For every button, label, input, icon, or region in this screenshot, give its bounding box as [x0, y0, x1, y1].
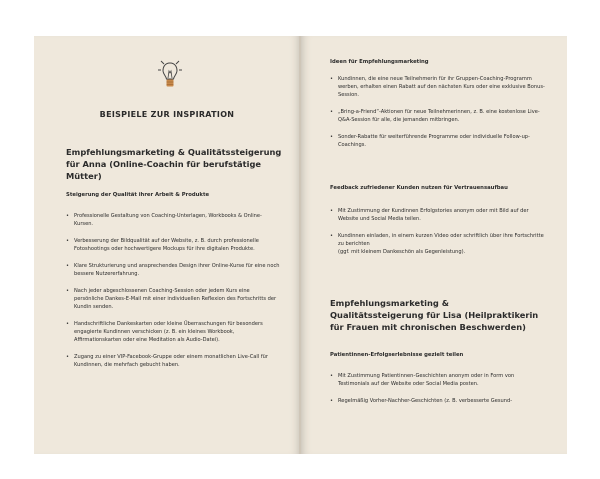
patient-list — [330, 372, 545, 414]
list-item: • Nach jeder abgeschlossenen Coaching-Session oder jedem Kurs eine persönliche Dankes-E-Mail mit einer individuellen Reflexion des Fortschritts der Kundin senden. — [66, 287, 280, 311]
list-item-hint: (ggf. mit kleinem Dankeschön als Gegenleistung). — [338, 249, 466, 255]
inspiration-heading: BEISPIELE ZUR INSPIRATION — [99, 110, 235, 119]
list-item: • Regelmäßig Vorher-Nachher-Geschichten (z. B. verbesserte Gesund- — [330, 397, 545, 405]
list-item: • Kundinnen, die eine neue Teilnehmerin für ihr Gruppen-Coaching-Programm werben, erhalten einen Rabatt auf den nächsten Kurs oder eine exklusive Bonus-Session. — [330, 75, 545, 99]
quality-list — [66, 212, 280, 378]
feedback-heading: Feedback zufriedener Kunden nutzen für Vertrauensaufbau — [330, 185, 508, 191]
list-item: • Sonder-Rabatte für weiterführende Programme oder individuelle Follow-up-Coachings. — [330, 133, 545, 149]
list-item: • Klare Strukturierung und ansprechendes Design ihrer Online-Kurse für eine noch bessere Nutzererfahrung. — [66, 262, 280, 278]
list-item: • Verbesserung der Bildqualität auf der Website, z. B. durch professionelle Fotoshootings oder hochwertigere Mockups für ihre digitalen Produkte. — [66, 237, 280, 253]
feedback-list — [330, 207, 545, 265]
list-item: • „Bring-a-Friend“-Aktionen für neue Teilnehmerinnen, z. B. eine kostenlose Live-Q&A-Session für alle, die jemanden mitbringen. — [330, 108, 545, 124]
ideas-heading: Ideen für Empfehlungsmarketing — [330, 59, 429, 65]
lightbulb-icon — [157, 58, 183, 92]
list-item: • Handschriftliche Dankeskarten oder kleine Überraschungen für besonders engagierte Kundinnen verschicken (z. B. ein kleines Workbook, Affirmationskarten oder eine Meditation als Audio-Datei). — [66, 320, 280, 344]
patient-heading: Patientinnen-Erfolgserlebnisse gezielt teilen — [330, 352, 464, 358]
quality-heading: Steigerung der Qualität ihrer Arbeit & Produkte — [66, 192, 210, 198]
anna-title: Empfehlungsmarketing & Qualitätssteigerung für Anna (Online-Coachin für berufstätige Mütter) — [66, 147, 282, 181]
lisa-title: Empfehlungsmarketing & Qualitätssteigerung für Lisa (Heilpraktikerin für Frauen mit chronischen Beschwerden) — [330, 298, 539, 332]
list-item: • Mit Zustimmung der Kundinnen Erfolgstories anonym oder mit Bild auf der Website und Social Media teilen. — [330, 207, 545, 223]
list-item: • Professionelle Gestaltung von Coaching-Unterlagen, Workbooks & Online-Kursen. — [66, 212, 280, 228]
ideas-list — [330, 75, 545, 158]
list-item: • Mit Zustimmung Patientinnen-Geschichten anonym oder in Form von Testimonials auf der Website oder Social Media posten. — [330, 372, 545, 388]
list-item: • Zugang zu einer VIP-Facebook-Gruppe oder einem monatlichen Live-Call für Kundinnen, die mehrfach gebucht haben. — [66, 353, 280, 369]
list-item-text: • Kundinnen einladen, in einem kurzen Video oder schriftlich über ihre Fortschritte zu berichten — [338, 233, 544, 247]
list-item — [330, 232, 545, 256]
